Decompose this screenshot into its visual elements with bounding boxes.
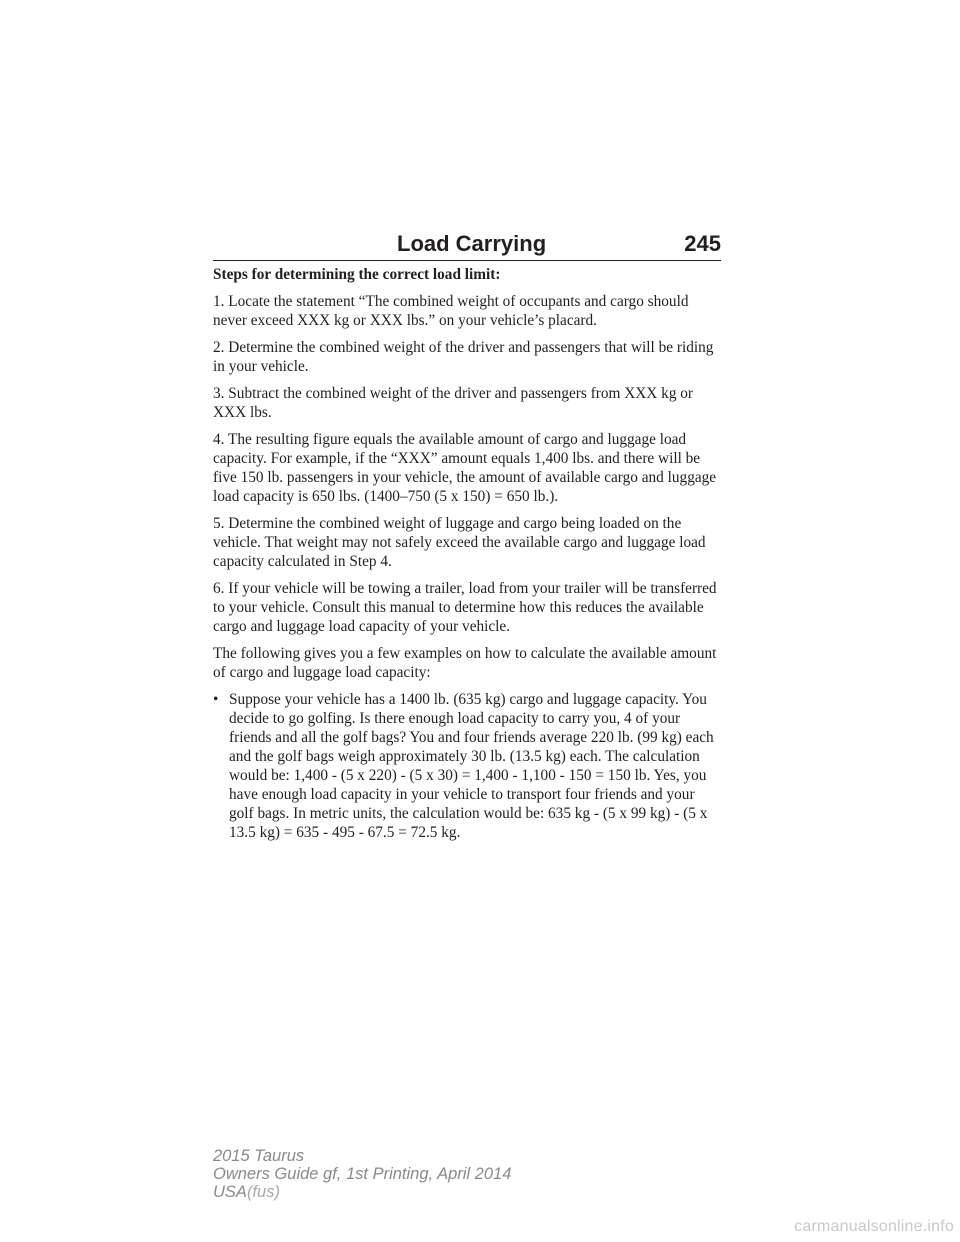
step-5: 5. Determine the combined weight of luggage and cargo being loaded on the vehicle. That weight may not safely exceed the available cargo and luggage load capacity calculated in Step 4. xyxy=(213,515,706,570)
page-header xyxy=(213,232,721,261)
example-bullet xyxy=(213,690,723,842)
section-title: Load Carrying xyxy=(397,231,547,256)
example-text: Suppose your vehicle has a 1400 lb. (635 kg) cargo and luggage capacity. You decide to go golfing. Is there enough load capacity to carry you, 4 of your friends and all the golf bags? You and four friends average 220 lb. (99 kg) each and the golf bags weigh approximately 30 lb. (13.5 kg) each. The calculation would be: 1,400 - (5 x 220) - (5 x 30) = 1,400 - 1,100 - 150 = 150 lb. Yes, you have enough load capacity in your vehicle to transport four friends and your golf bags. In metric units, the calculation would be: 635 kg - (5 x 99 kg) - (5 x 13.5 kg) = 635 - 495 - 67.5 = 72.5 kg. xyxy=(229,691,714,841)
page-number: 245 xyxy=(684,231,721,256)
steps-heading: Steps for determining the correct load limit: xyxy=(213,266,501,283)
footer-model: 2015 Taurus xyxy=(213,1147,305,1165)
step-3: 3. Subtract the combined weight of the driver and passengers from XXX kg or XXX lbs. xyxy=(213,385,694,421)
page-footer xyxy=(213,1147,511,1201)
step-1: 1. Locate the statement “The combined weight of occupants and cargo should never exceed XXX kg or XXX lbs.” on your vehicle’s placard. xyxy=(213,293,689,329)
bullet-dot-icon: • xyxy=(213,691,219,708)
step-6: 6. If your vehicle will be towing a trailer, load from your trailer will be transferred to your vehicle. Consult this manual to determine how this reduces the available cargo and luggage load capacity of your vehicle. xyxy=(213,580,717,635)
step-2: 2. Determine the combined weight of the driver and passengers that will be riding in your vehicle. xyxy=(213,339,714,375)
footer-edition: Owners Guide gf, 1st Printing, April 2014 xyxy=(213,1165,512,1183)
step-4: 4. The resulting figure equals the available amount of cargo and luggage load capacity. For example, if the “XXX” amount equals 1,400 lbs. and there will be five 150 lb. passengers in your vehicle, the amount of available cargo and luggage load capacity is 650 lbs. (1400–750 (5 x 150) = 650 lb.). xyxy=(213,431,717,505)
footer-region-code: USA xyxy=(213,1183,247,1201)
footer-region xyxy=(213,1183,511,1201)
page-content xyxy=(213,265,723,842)
footer-region-suffix: (fus) xyxy=(246,1183,280,1201)
site-watermark: carmanualsonline.info xyxy=(794,1218,954,1235)
examples-intro: The following gives you a few examples on how to calculate the available amount of cargo and luggage load capacity: xyxy=(213,645,717,681)
